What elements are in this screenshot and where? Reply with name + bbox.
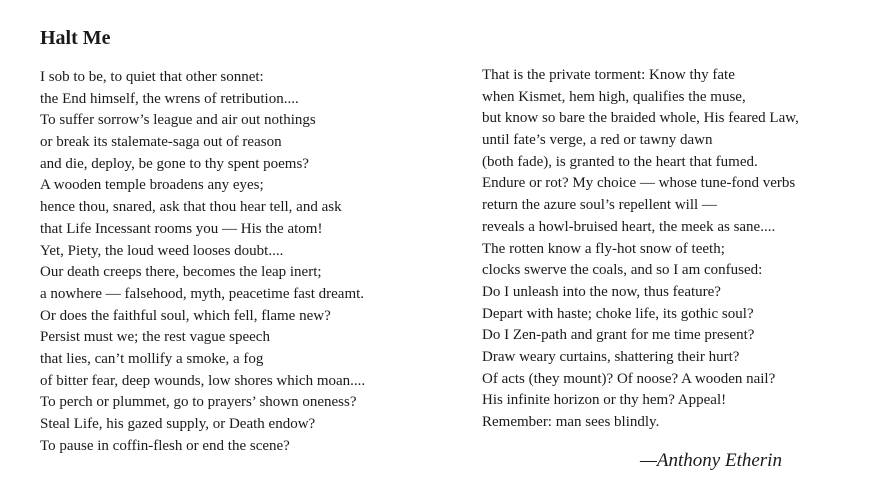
poem-line: return the azure soul’s repellent will — bbox=[482, 197, 717, 214]
poem-line: and die, deploy, be gone to thy spent poems? bbox=[40, 155, 309, 172]
poem-line: that lies, can’t mollify a smoke, a fog bbox=[40, 350, 264, 367]
poem-line: To suffer sorrow’s league and air out nothings bbox=[40, 112, 316, 129]
poem-line: a nowhere — falsehood, myth, peacetime fast dreamt. bbox=[40, 285, 365, 302]
poem-line: Steal Life, his gazed supply, or Death endow? bbox=[40, 416, 316, 432]
poem-line: That is the private torment: Know thy fate bbox=[482, 67, 735, 83]
poem-line: Our death creeps there, becomes the leap inert; bbox=[40, 264, 322, 281]
poem-line: (both fade), is granted to the heart that fumed. bbox=[482, 153, 758, 170]
poem-line: until fate’s verge, a red or tawny dawn bbox=[482, 132, 713, 149]
poem-line: Endure or rot? My choice — whose tune-fond verbs bbox=[482, 175, 796, 192]
poem-line: clocks swerve the coals, and so I am confused: bbox=[482, 262, 763, 279]
poem-line: To perch or plummet, go to prayers’ shown oneness? bbox=[40, 394, 357, 411]
poem-line: Remember: man sees blindly. bbox=[482, 414, 660, 430]
poem-line: the End himself, the wrens of retribution.... bbox=[40, 90, 299, 107]
poem-line: or break its stalemate-saga out of reason bbox=[40, 134, 282, 151]
poem-line: hence thou, snared, ask that thou hear tell, and ask bbox=[40, 199, 342, 216]
poem-line: reveals a howl-bruised heart, the meek as sane.... bbox=[482, 218, 776, 235]
poem-line: His infinite horizon or thy hem? Appeal! bbox=[482, 392, 727, 409]
poem-line: Or does the faithful soul, which fell, flame new? bbox=[40, 307, 331, 324]
poem-line: A wooden temple broadens any eyes; bbox=[40, 177, 264, 194]
poem-line: Depart with haste; choke life, its gothic soul? bbox=[482, 305, 754, 322]
poem-line: Draw weary curtains, shattering their hurt? bbox=[482, 348, 740, 365]
poem-line: I sob to be, to quiet that other sonnet: bbox=[40, 69, 264, 85]
poem-line: Of acts (they mount)? Of noose? A wooden nail? bbox=[482, 370, 776, 387]
poem-line: of bitter fear, deep wounds, low shores which moan.... bbox=[40, 372, 366, 389]
poem-line: that Life Incessant rooms you — His the atom! bbox=[40, 220, 323, 237]
poem-right-column bbox=[482, 65, 799, 434]
poem-line: but know so bare the braided whole, His feared Law, bbox=[482, 110, 799, 127]
poem-line: Do I Zen-path and grant for me time present? bbox=[482, 327, 755, 344]
poem-line: when Kismet, hem high, qualifies the muse, bbox=[482, 88, 746, 105]
poem-line: Yet, Piety, the loud weed looses doubt.... bbox=[40, 242, 284, 259]
poem-title: Halt Me bbox=[40, 27, 111, 49]
poem-left-column bbox=[40, 67, 365, 457]
poem-line: To pause in coffin-flesh or end the scene? bbox=[40, 437, 290, 454]
poem-attribution: —Anthony Etherin bbox=[640, 450, 782, 471]
poem-line: Persist must we; the rest vague speech bbox=[40, 329, 270, 346]
poem-line: Do I unleash into the now, thus feature? bbox=[482, 283, 721, 300]
poem-line: The rotten know a fly-hot snow of teeth; bbox=[482, 240, 725, 257]
